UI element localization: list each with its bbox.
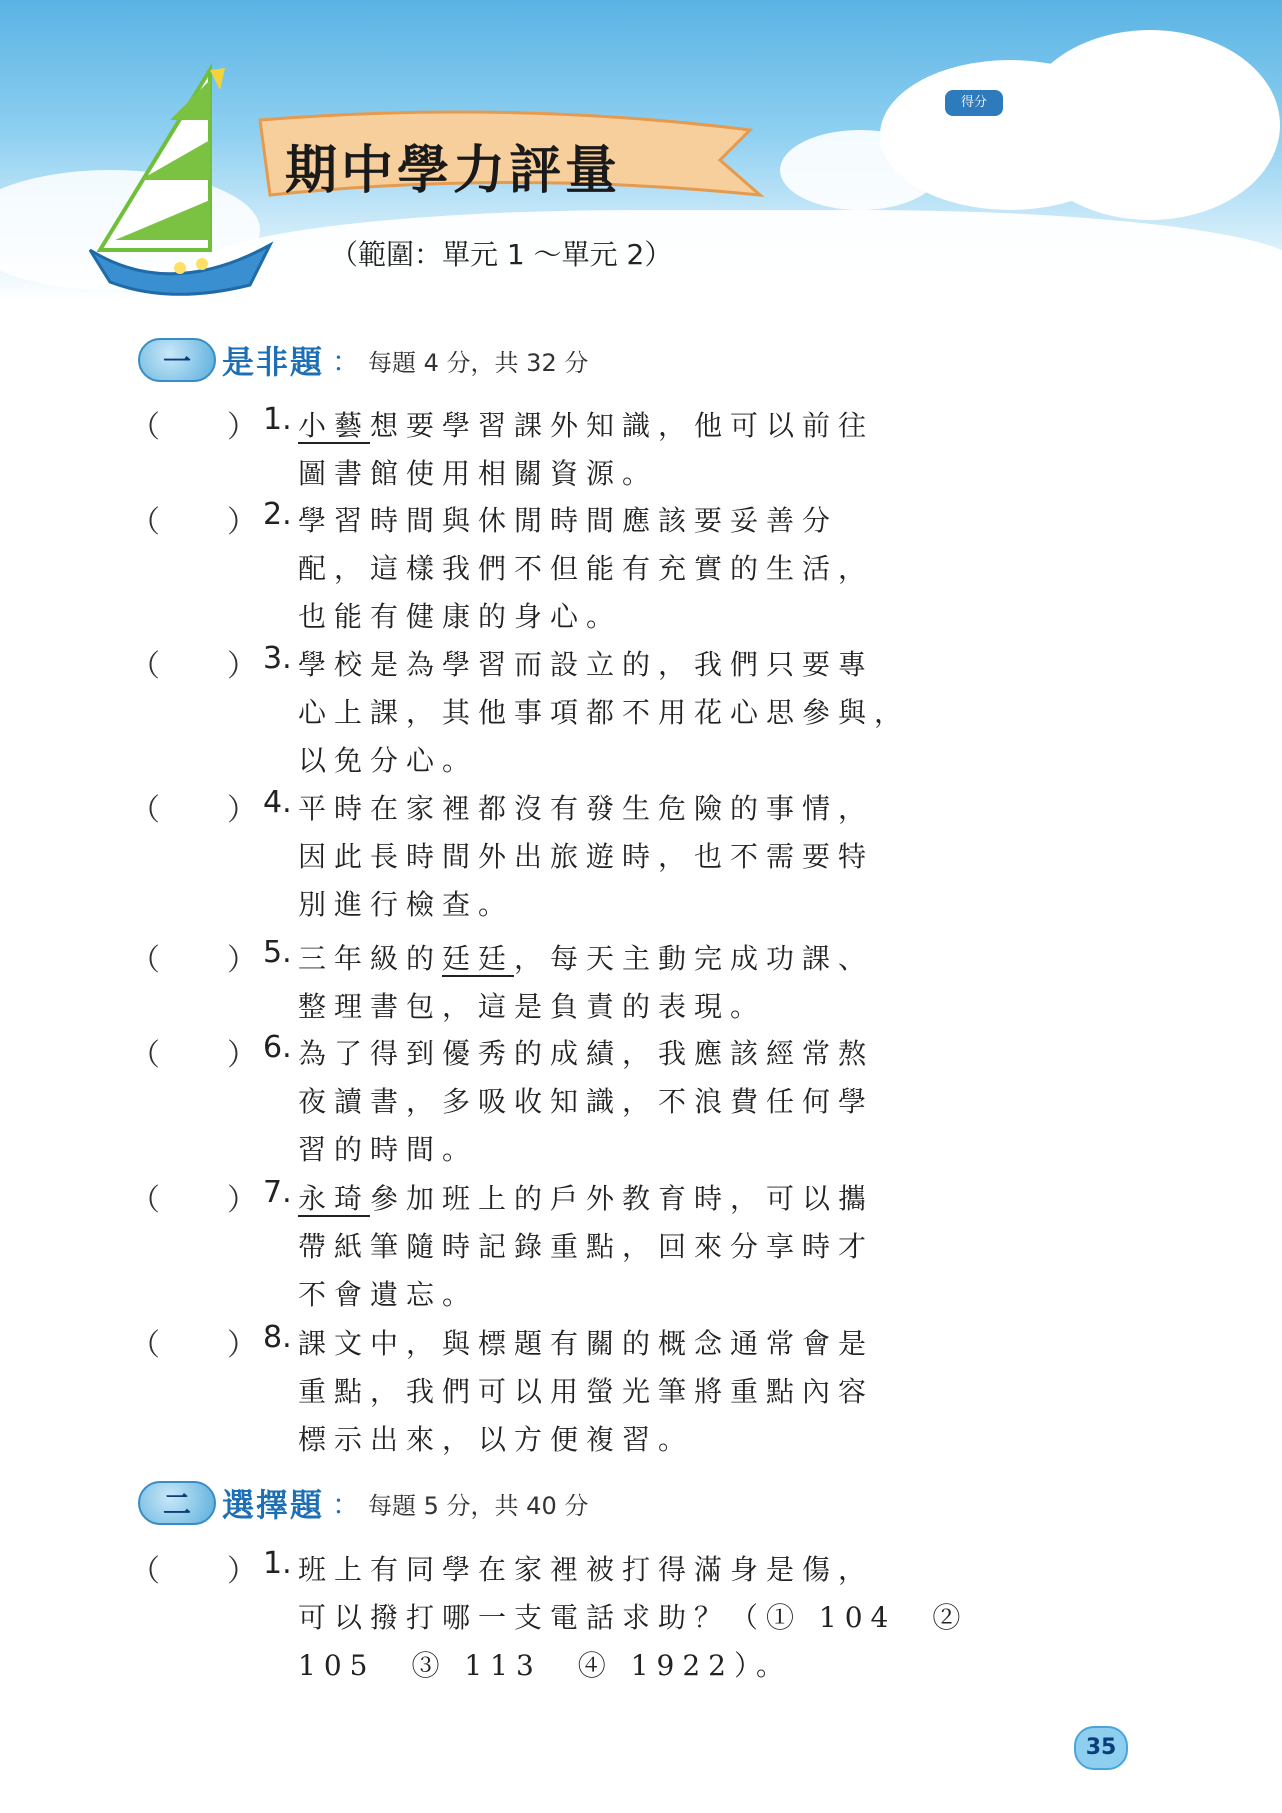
- question-number: 6.: [263, 1030, 292, 1065]
- question-line: 班上有同學在家裡被打得滿身是傷，: [298, 1553, 875, 1586]
- answer-paren-open[interactable]: （: [130, 1328, 160, 1363]
- cloud: [780, 130, 940, 210]
- section-number: 一: [138, 338, 216, 382]
- answer-paren-open[interactable]: （: [130, 1183, 160, 1218]
- question-line: 學校是為學習而設立的，我們只要專: [298, 648, 875, 681]
- section-rule: 每題 5 分，共 40 分: [368, 1491, 589, 1520]
- question-line: 永琦參加班上的戶外教育時，可以攜: [298, 1182, 875, 1215]
- question-number: 2.: [263, 497, 292, 532]
- answer-paren-close: ）: [227, 1038, 257, 1073]
- range-label: （範圍：單元 1 ～單元 2）: [330, 238, 673, 271]
- answer-paren-close: ）: [227, 1328, 257, 1363]
- title-text: 期中學力評量: [285, 141, 622, 201]
- question-line: 三年級的廷廷，每天主動完成功課、: [298, 942, 875, 975]
- question-text: [298, 1175, 1138, 1319]
- question-line: 可以撥打哪一支電話求助？（① 104 ②: [298, 1601, 969, 1634]
- sailboat-icon: [60, 60, 280, 300]
- question-number: 3.: [263, 641, 292, 676]
- answer-paren-close: ）: [227, 1183, 257, 1218]
- question-line: 105 ③ 113 ④ 1922）。: [298, 1649, 792, 1682]
- answer-paren-close: ）: [227, 410, 257, 445]
- question-line: 以免分心。: [298, 744, 479, 777]
- question-text: [298, 1320, 1138, 1464]
- question-number: 4.: [263, 785, 292, 820]
- question-line: 課文中，與標題有關的概念通常會是: [298, 1327, 875, 1360]
- question-line: 學習時間與休閒時間應該要妥善分: [298, 504, 839, 537]
- answer-paren-close: ）: [227, 1554, 257, 1589]
- section-name: 選擇題: [222, 1486, 325, 1524]
- question-number: 1.: [263, 402, 292, 437]
- answer-paren-close: ）: [227, 505, 257, 540]
- question-line: 因此長時間外出旅遊時，也不需要特: [298, 840, 875, 873]
- question-text: [298, 935, 1138, 1031]
- answer-paren-open[interactable]: （: [130, 793, 160, 828]
- question-text: [298, 497, 1138, 641]
- answer-paren-open[interactable]: （: [130, 943, 160, 978]
- question-number: 7.: [263, 1175, 292, 1210]
- underlined-name: 小藝: [298, 409, 371, 442]
- answer-paren-close: ）: [227, 943, 257, 978]
- answer-paren-open[interactable]: （: [130, 1038, 160, 1073]
- question-line: 習的時間。: [298, 1133, 479, 1166]
- section-colon: ：: [332, 345, 361, 378]
- section-rule: 每題 4 分，共 32 分: [368, 348, 589, 377]
- question-line: 帶紙筆隨時記錄重點，回來分享時才: [298, 1230, 875, 1263]
- answer-paren-open[interactable]: （: [130, 505, 160, 540]
- question-line: 為了得到優秀的成績，我應該經常熬: [298, 1037, 875, 1070]
- answer-paren-open[interactable]: （: [130, 1554, 160, 1589]
- section-header-multiple-choice: [138, 1480, 588, 1526]
- question-line: 心上課，其他事項都不用花心思參與，: [298, 696, 911, 729]
- underlined-name: 永琦: [298, 1182, 371, 1215]
- question-text: [298, 1546, 1138, 1690]
- answer-paren-open[interactable]: （: [130, 649, 160, 684]
- question-line: 夜讀書，多吸收知識，不浪費任何學: [298, 1085, 875, 1118]
- question-number: 8.: [263, 1320, 292, 1355]
- answer-paren-close: ）: [227, 649, 257, 684]
- question-line: 別進行檢查。: [298, 888, 515, 921]
- question-line: 重點，我們可以用螢光筆將重點內容: [298, 1375, 875, 1408]
- section-header-true-false: [138, 337, 588, 383]
- question-text: [298, 1030, 1138, 1174]
- page-title: [285, 128, 621, 203]
- question-text: [298, 641, 1138, 785]
- cloud: [1020, 30, 1280, 220]
- answer-paren-open[interactable]: （: [130, 410, 160, 445]
- question-text: [298, 402, 1138, 498]
- question-line: 配，這樣我們不但能有充實的生活，: [298, 552, 875, 585]
- question-line: 圖書館使用相關資源。: [298, 457, 659, 490]
- question-line: 也能有健康的身心。: [298, 600, 623, 633]
- question-line: 不會遺忘。: [298, 1278, 479, 1311]
- question-number: 5.: [263, 935, 292, 970]
- question-line: 標示出來，以方便複習。: [298, 1423, 695, 1456]
- section-number: 二: [138, 1481, 216, 1525]
- underlined-name: 廷廷: [442, 942, 515, 975]
- question-line: 整理書包，這是負責的表現。: [298, 990, 767, 1023]
- question-line: 小藝想要學習課外知識，他可以前往: [298, 409, 875, 442]
- section-colon: ：: [332, 1488, 361, 1521]
- question-line: 平時在家裡都沒有發生危險的事情，: [298, 792, 875, 825]
- question-number: 1.: [263, 1546, 292, 1581]
- section-name: 是非題: [222, 343, 325, 381]
- score-badge: 得分: [945, 90, 1003, 116]
- page-number: 35: [1074, 1726, 1128, 1770]
- question-text: [298, 785, 1138, 929]
- answer-paren-close: ）: [227, 793, 257, 828]
